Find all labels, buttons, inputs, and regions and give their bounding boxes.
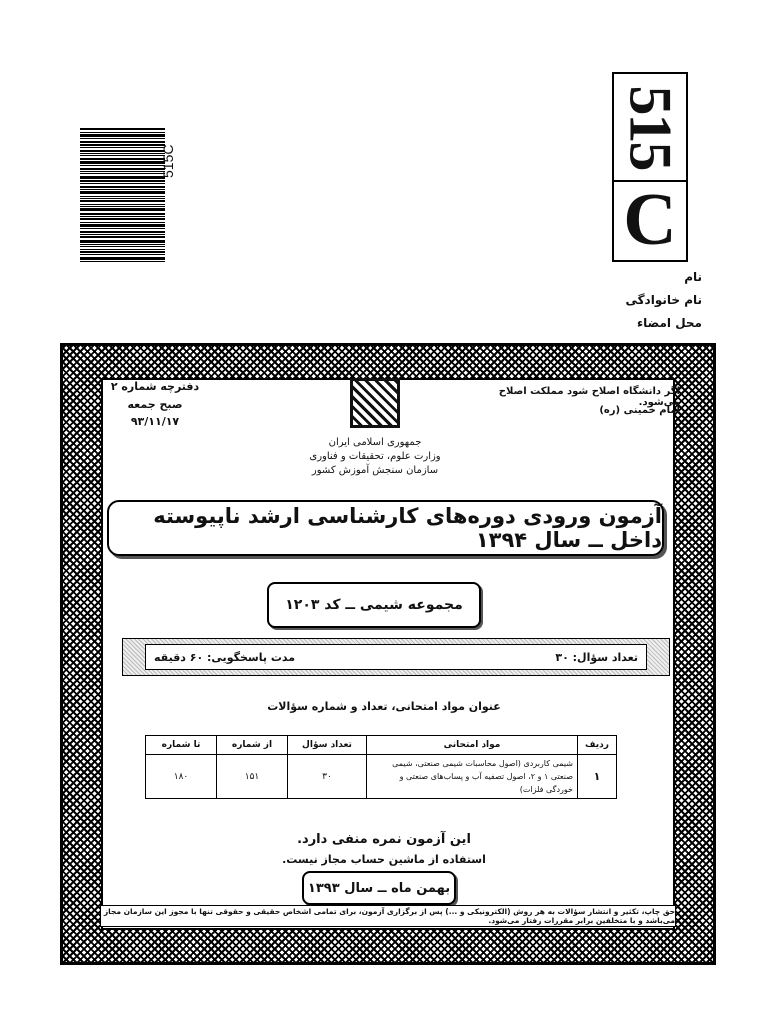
booklet-code-box <box>612 72 688 262</box>
duration: مدت پاسخگویی: ۶۰ دقیقه <box>154 650 296 664</box>
barcode-bar <box>80 236 165 238</box>
subjects-title: عنوان مواد امتحانی، تعداد و شماره سؤالات <box>267 700 501 713</box>
emblem-logo <box>350 378 400 428</box>
barcode-bar <box>80 206 165 207</box>
barcode-bar <box>80 254 165 255</box>
family-name-label: نام خانوادگی <box>625 293 702 307</box>
negative-marking-note: این آزمون نمره منفی دارد. <box>297 832 471 847</box>
barcode-bar <box>80 144 165 146</box>
col-header-row-number: ردیف <box>578 736 617 755</box>
table-row <box>146 755 617 799</box>
exam-title-box <box>107 500 664 556</box>
barcode-bar <box>80 189 165 190</box>
barcode-bar <box>80 132 165 133</box>
booklet-session: صبح جمعه <box>127 398 183 411</box>
barcode-bar <box>80 186 165 188</box>
barcode-bar <box>80 216 165 217</box>
table-header-row <box>146 736 617 755</box>
col-header-subject: مواد امتحانی <box>367 736 578 755</box>
booklet-number: دفترچه شماره ۲ <box>110 380 200 393</box>
collection-box <box>267 582 481 628</box>
col-header-count: تعداد سؤال <box>288 736 367 755</box>
barcode-bar <box>80 165 165 166</box>
copyright-notice: حق چاپ، تکثیر و انتشار سؤالات به هر روش (الکترونیکی و ...) پس از برگزاری آزمون، برای تمامی اشخاص حقیقی و حقوقی تنها با مجوز این سازمان مجاز می‌باشد و با متخلفین برابر مقررات رفتار می‌شود. <box>100 905 676 927</box>
org-line-2: وزارت علوم، تحقیقات و فناوری <box>309 451 441 462</box>
barcode-bar <box>80 231 165 233</box>
barcode-bar <box>80 171 165 172</box>
barcode-bar <box>80 180 165 182</box>
barcode-bar <box>80 234 165 235</box>
barcode-bar <box>80 153 165 154</box>
barcode-bar <box>80 240 165 243</box>
col-header-from: از شماره <box>217 736 288 755</box>
quote-text: اگر دانشگاه اصلاح شود مملکت اصلاح می‌شود. <box>498 386 680 408</box>
barcode-bar <box>80 134 165 137</box>
info-bar <box>122 638 670 676</box>
barcode-bar <box>80 158 165 160</box>
barcode-bar <box>80 128 165 130</box>
barcode-bar <box>80 196 165 197</box>
barcode-bar <box>80 173 165 174</box>
booklet-code-number: 515 <box>614 74 686 182</box>
cell-subject: شیمی کاربردی (اصول محاسبات شیمی صنعتی، شیمی صنعتی ۱ و ۲، اصول تصفیه آب و پساب‌های صنعتی و خوردگی فلزات) <box>367 755 578 799</box>
barcode-bar <box>80 150 165 153</box>
barcode-bar <box>80 204 165 205</box>
signature-label: محل امضاء <box>637 316 702 330</box>
barcode-bar <box>80 249 165 251</box>
barcode-bar <box>80 218 165 220</box>
barcode-bar <box>80 224 165 227</box>
cell-row-number: ۱ <box>578 755 617 799</box>
barcode-bar <box>80 261 165 262</box>
barcode-bar <box>80 168 165 170</box>
quote-author: امام خمینی (ره) <box>599 405 680 416</box>
booklet-code-letter: C <box>623 178 677 261</box>
org-line-3: سازمان سنجش آموزش کشور <box>311 465 439 476</box>
barcode-bar <box>80 198 165 200</box>
collection-title: مجموعه شیمی ــ کد ۱۲۰۳ <box>285 597 463 613</box>
cell-from: ۱۵۱ <box>217 755 288 799</box>
subjects-table <box>145 735 617 799</box>
barcode-bar <box>80 251 165 253</box>
barcode <box>80 128 165 263</box>
barcode-bar <box>80 213 165 215</box>
booklet-date: ۹۳/۱۱/۱۷ <box>130 415 180 428</box>
barcode-bar <box>80 208 165 211</box>
barcode-bar <box>80 138 165 139</box>
barcode-bar <box>80 222 165 223</box>
exam-date-box: بهمن ماه ــ سال ۱۳۹۳ <box>302 871 456 905</box>
barcode-bar <box>80 257 165 260</box>
exam-title: آزمون ورودی دوره‌های کارشناسی ارشد ناپیوسته داخل ــ سال ۱۳۹۴ <box>153 504 662 552</box>
org-line-1: جمهوری اسلامی ایران <box>328 437 422 448</box>
barcode-label: 515C <box>160 144 176 178</box>
question-count: تعداد سؤال: ۳۰ <box>555 650 638 664</box>
barcode-bar <box>80 244 165 245</box>
barcode-bar <box>80 191 165 194</box>
barcode-bar <box>80 147 165 148</box>
barcode-bar <box>80 183 165 184</box>
barcode-bar <box>80 161 165 164</box>
cell-count: ۳۰ <box>288 755 367 799</box>
barcode-bar <box>80 141 165 143</box>
cell-to: ۱۸۰ <box>146 755 217 799</box>
calculator-note: استفاده از ماشین حساب مجاز نیست. <box>282 853 486 866</box>
barcode-bar <box>80 176 165 179</box>
barcode-bar <box>80 200 165 202</box>
col-header-to: تا شماره <box>146 736 217 755</box>
barcode-bar <box>80 246 165 247</box>
info-inner <box>145 644 647 670</box>
name-label: نام <box>684 270 702 284</box>
barcode-bar <box>80 155 165 156</box>
barcode-bar <box>80 228 165 229</box>
